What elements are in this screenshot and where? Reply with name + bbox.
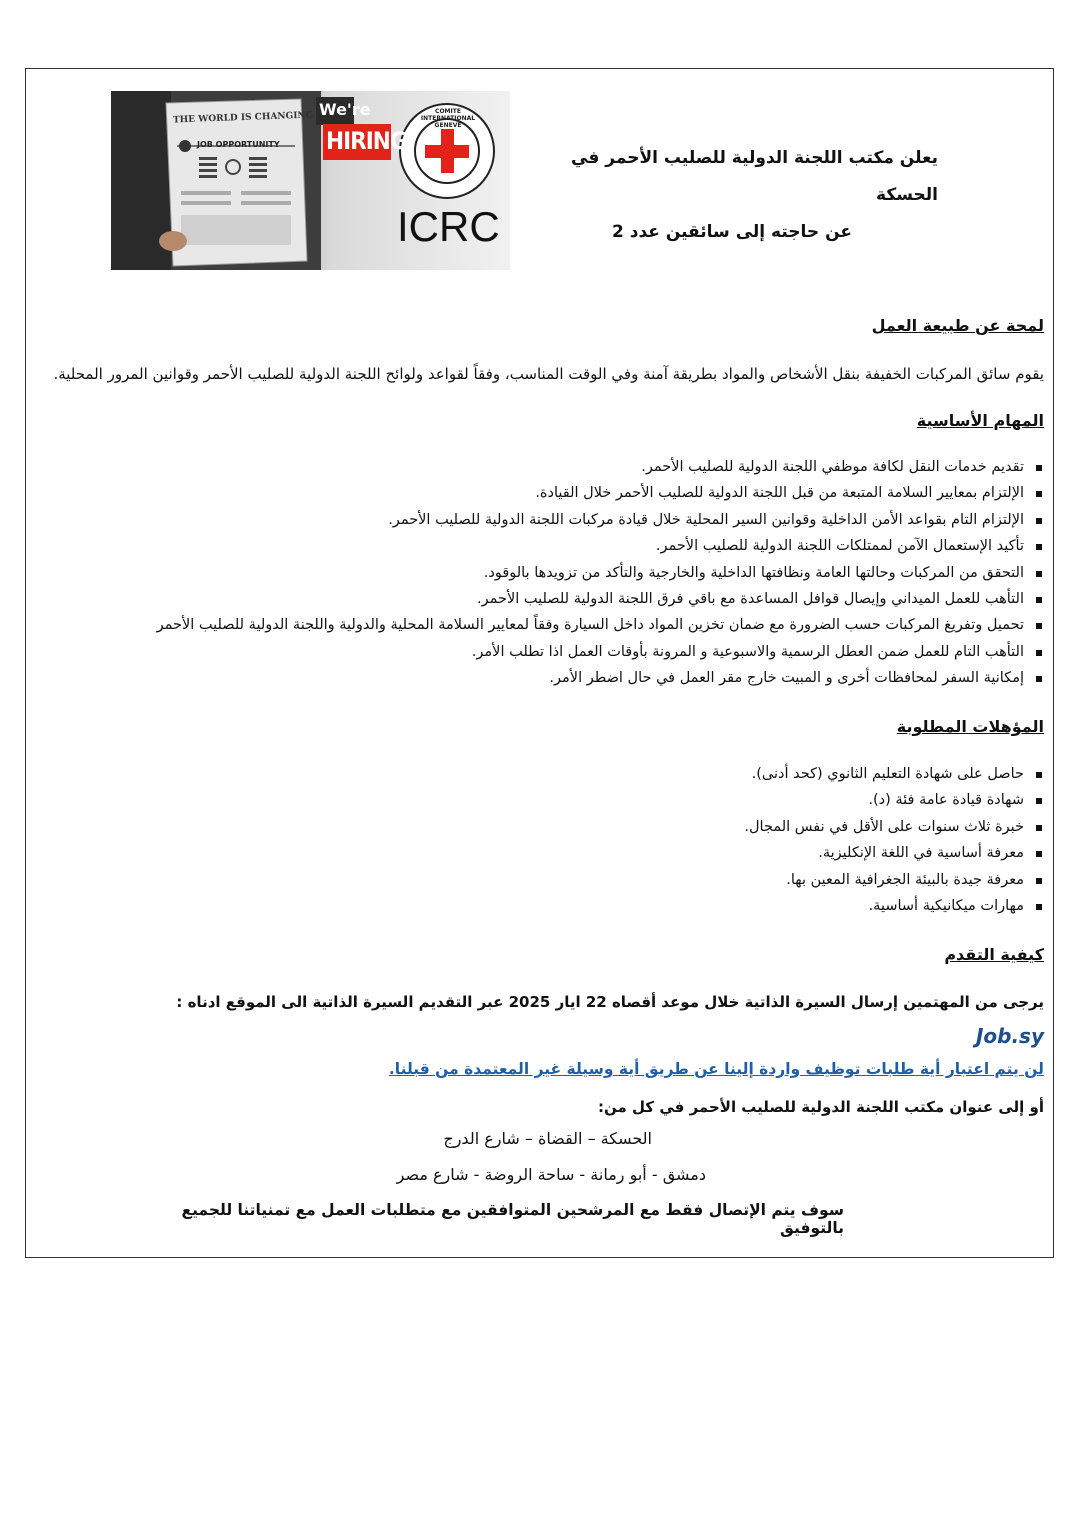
duties-title: المهام الأساسية — [916, 411, 1044, 430]
address-intro: أو إلى عنوان مكتب اللجنة الدولية للصليب الأحمر في كل من: — [598, 1098, 1044, 1116]
hiring-banner-image — [111, 91, 510, 270]
list-item: إمكانية السفر لمحافظات أخرى و المبيت خارج مقر العمل في حال اضطر الأمر. — [34, 665, 1044, 691]
announcement-line-2: عن حاجته إلى سائقين عدد 2 — [611, 222, 852, 242]
list-item: معرفة أساسية في اللغة الإنكليزية. — [34, 840, 1044, 866]
overview-body — [34, 362, 1044, 386]
announcement-line-1: يعلن مكتب اللجنة الدولية للصليب الأحمر في الحسكة — [571, 148, 938, 205]
list-item: معرفة جيدة بالبيئة الجغرافية المعين بها. — [34, 867, 1044, 893]
hiring-tag-main: HIRING — [326, 127, 407, 155]
apply-title: كيفية التقدم — [944, 945, 1044, 964]
duties-section — [34, 411, 1044, 430]
list-item: تأكيد الإستعمال الآمن لممتلكات اللجنة الدولية للصليب الأحمر. — [34, 533, 1044, 559]
job-site-link[interactable]: Job.sy — [975, 1024, 1044, 1048]
apply-site-wrap — [34, 1024, 1044, 1048]
list-item: تحميل وتفريغ المركبات حسب الضرورة مع ضمان تخزين المواد داخل السيارة وفقاً لمعايير السلامة المحلية والدولية واللجنة الدولية للصليب الأحمر — [34, 612, 1044, 638]
overview-title: لمحة عن طبيعة العمل — [871, 316, 1044, 335]
icrc-logo-text: ICRC — [397, 203, 500, 250]
address-damascus: دمشق - أبو رمانة - ساحة الروضة - شارع مصر — [396, 1165, 706, 1184]
list-item: التأهب للعمل الميداني وإيصال قوافل المساعدة مع باقي فرق اللجنة الدولية للصليب الأحمر. — [34, 586, 1044, 612]
address-hasakah: الحسكة – القضاة – شارع الدرج — [443, 1129, 652, 1148]
list-item: مهارات ميكانيكية أساسية. — [34, 893, 1044, 919]
apply-warning-link[interactable]: لن يتم اعتبار أية طلبات توظيف واردة إلينا عن طريق أية وسيلة غير المعتمدة من قبلنا. — [388, 1060, 1044, 1078]
duties-list — [34, 454, 1044, 692]
duties-list-wrap — [34, 454, 1044, 692]
overview-text: يقوم سائق المركبات الخفيفة بنقل الأشخاص والمواد بطريقة آمنة وفي الوقت المناسب، وفقاً لقواعد ولوائح اللجنة الدولية للصليب الأحمر وقوانين المرور المحلية. — [53, 365, 1044, 383]
list-item: خبرة ثلاث سنوات على الأقل في نفس المجال. — [34, 814, 1044, 840]
list-item: شهادة قيادة عامة فئة (د). — [34, 787, 1044, 813]
list-item: التأهب التام للعمل ضمن العطل الرسمية والاسبوعية و المرونة بأوقات العمل اذا تطلب الأمر. — [34, 639, 1044, 665]
qualifications-list-wrap — [34, 761, 1044, 919]
apply-warning-wrap — [34, 1059, 1044, 1078]
overview-section — [34, 316, 1044, 335]
apply-instructions-wrap — [34, 990, 1044, 1014]
list-item: حاصل على شهادة التعليم الثانوي (كحد أدنى). — [34, 761, 1044, 787]
announcement-header — [530, 140, 938, 251]
newspaper-subtitle: JOB OPPORTUNITY — [197, 140, 280, 149]
apply-section — [34, 945, 1044, 964]
hiring-tag-top: We're — [319, 100, 371, 119]
icrc-emblem-text: COMITE INTERNATIONAL GENEVE — [420, 108, 476, 129]
qualifications-title: المؤهلات المطلوبة — [896, 717, 1044, 736]
list-item: التحقق من المركبات وحالتها العامة ونظافتها الداخلية والخارجية والتأكد من تزويدها بالوقود. — [34, 560, 1044, 586]
list-item: الإلتزام التام بقواعد الأمن الداخلية وقوانين السير المحلية خلال قيادة مركبات اللجنة الدولية للصليب الأحمر. — [34, 507, 1044, 533]
list-item: تقديم خدمات النقل لكافة موظفي اللجنة الدولية للصليب الأحمر. — [34, 454, 1044, 480]
qualifications-section — [34, 717, 1044, 736]
closing-note: سوف يتم الإتصال فقط مع المرشحين المتوافقين مع متطلبات العمل مع تمنياتنا للجميع بالتوفيق — [181, 1201, 844, 1237]
newspaper-headline: THE WORLD IS CHANGING — [172, 110, 314, 126]
qualifications-list — [34, 761, 1044, 919]
address-intro-wrap — [34, 1095, 1044, 1119]
apply-instructions: يرجى من المهتمين إرسال السيرة الذاتية خلال موعد أقصاه 22 ايار 2025 عبر التقديم السيرة الذاتية الى الموقع ادناه : — [176, 993, 1044, 1011]
list-item: الإلتزام بمعايير السلامة المتبعة من قبل اللجنة الدولية للصليب الأحمر خلال القيادة. — [34, 480, 1044, 506]
